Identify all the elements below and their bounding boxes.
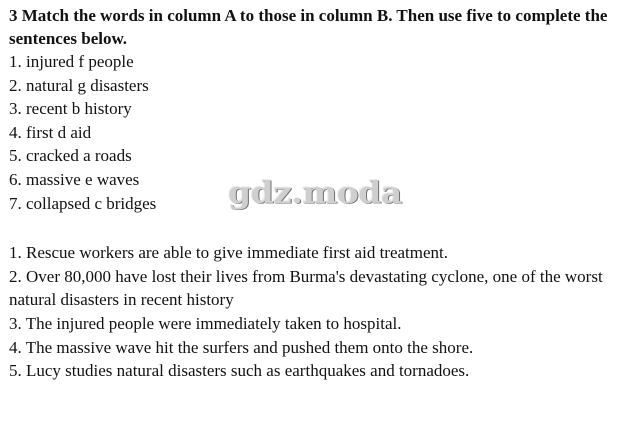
match-item: 1. injured f people [9,52,134,71]
match-item: 2. natural g disasters [9,75,149,95]
match-item: 5. cracked a roads [9,146,132,166]
exercise-heading: 3 Match the words in column A to those in column B. Then use five to complete the sentences below. [9,6,608,48]
watermark-logo: gdz.moda [228,174,402,211]
match-item: 6. massive e waves [9,169,140,189]
match-item: 4. first d aid [9,122,92,142]
sentence-item: 3. The injured people were immediately taken to hospital. [9,313,402,333]
sentence-item: 4. The massive wave hit the surfers and pushed them onto the shore. [9,337,474,357]
sentence-list [9,241,633,383]
sentence-item: 5. Lucy studies natural disasters such as earthquakes and tornadoes. [9,361,470,381]
match-item: 7. collapsed c bridges [9,193,157,213]
sentence-item: 1. Rescue workers are able to give immediate first aid treatment. [9,243,449,263]
sentence-item: 2. Over 80,000 have lost their lives from Burma's devastating cyclone, one of the worst natural disasters in recent history [9,266,603,310]
match-item: 3. recent b history [9,99,132,119]
